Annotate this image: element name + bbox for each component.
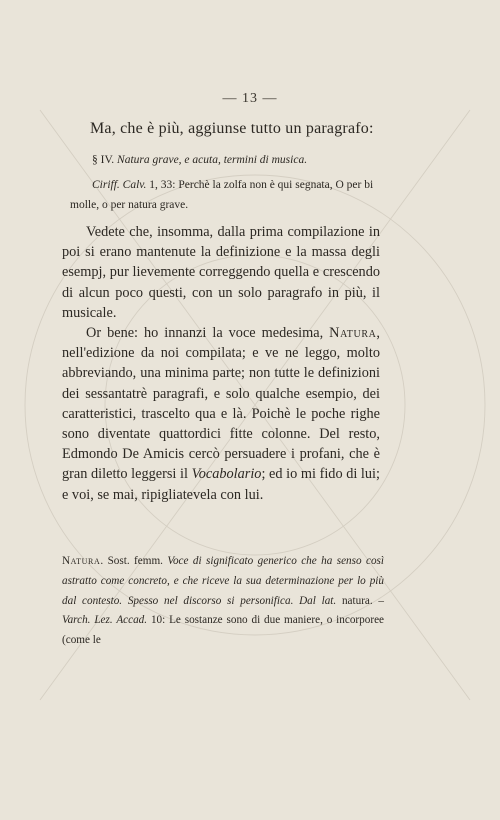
citation-heading: [92, 154, 392, 166]
entry-tail: 10: Le sostanze sono di due maniere, o incorporee (come le: [62, 614, 384, 647]
lead-line: Ma, che è più, aggiunse tutto un paragrafo:: [90, 120, 374, 137]
paragraph-2-middle: , nell'edizione da noi compilata; e ve ne leggo, molto abbreviando, una minima parte; non tutte le definizioni dei sessantatrè paragrafi, e solo qualche esempio, dei caratteristici, trascelto qua e là. Poichè le poche righe sono diventate quattordici fitte colonne. Del resto, Edmondo De Amicis cercò persuadere i profani, che è gran diletto leggersi il: [62, 325, 380, 483]
citation-quote: Perchè la zolfa non è qui segnata, O per bi molle, o per natura grave.: [70, 179, 374, 211]
citation-ref: 1, 33:: [149, 179, 176, 191]
entry-headword: Natura: [62, 555, 101, 567]
entry-source: Varch. Lez. Accad.: [62, 614, 148, 627]
paragraph-2: [62, 323, 380, 505]
citation-source: Ciriff. Calv.: [92, 179, 147, 191]
page-number: — 13 —: [222, 91, 278, 106]
paragraph-2-headword: Natura: [329, 325, 377, 342]
entry-grammar: . Sost. femm.: [100, 555, 163, 567]
paragraph-1: Vedete che, insomma, dalla prima compilazione in poi si erano mantenute la definizione e la massa degli esempj, pur lievemente correggendo quella e crescendo di alcun poco questi, con un solo paragrafo in più, il musicale.: [62, 224, 380, 321]
entry-etymology: natura. –: [341, 594, 385, 607]
dictionary-entry: [62, 552, 384, 651]
main-text: [62, 222, 380, 505]
entry-definition: Voce di significato generico che ha senso così astratto come concreto, e che riceve la sua determinazione per lo più dal contesto. Spesso nel discorso si personifica. Dal lat.: [62, 555, 385, 607]
paragraph-2-book-title: Vocabolario: [191, 466, 262, 483]
citation-example: [70, 175, 392, 215]
paragraph-2-end: ; ed io mi fido di lui; e voi, se mai, ripigliatevela con lui.: [62, 466, 380, 503]
paragraph-2-start: Or bene: ho innanzi la voce medesima,: [86, 325, 324, 342]
citation-section: § IV.: [92, 154, 115, 166]
citation-title: Natura grave, e acuta, termini di musica.: [117, 154, 308, 166]
